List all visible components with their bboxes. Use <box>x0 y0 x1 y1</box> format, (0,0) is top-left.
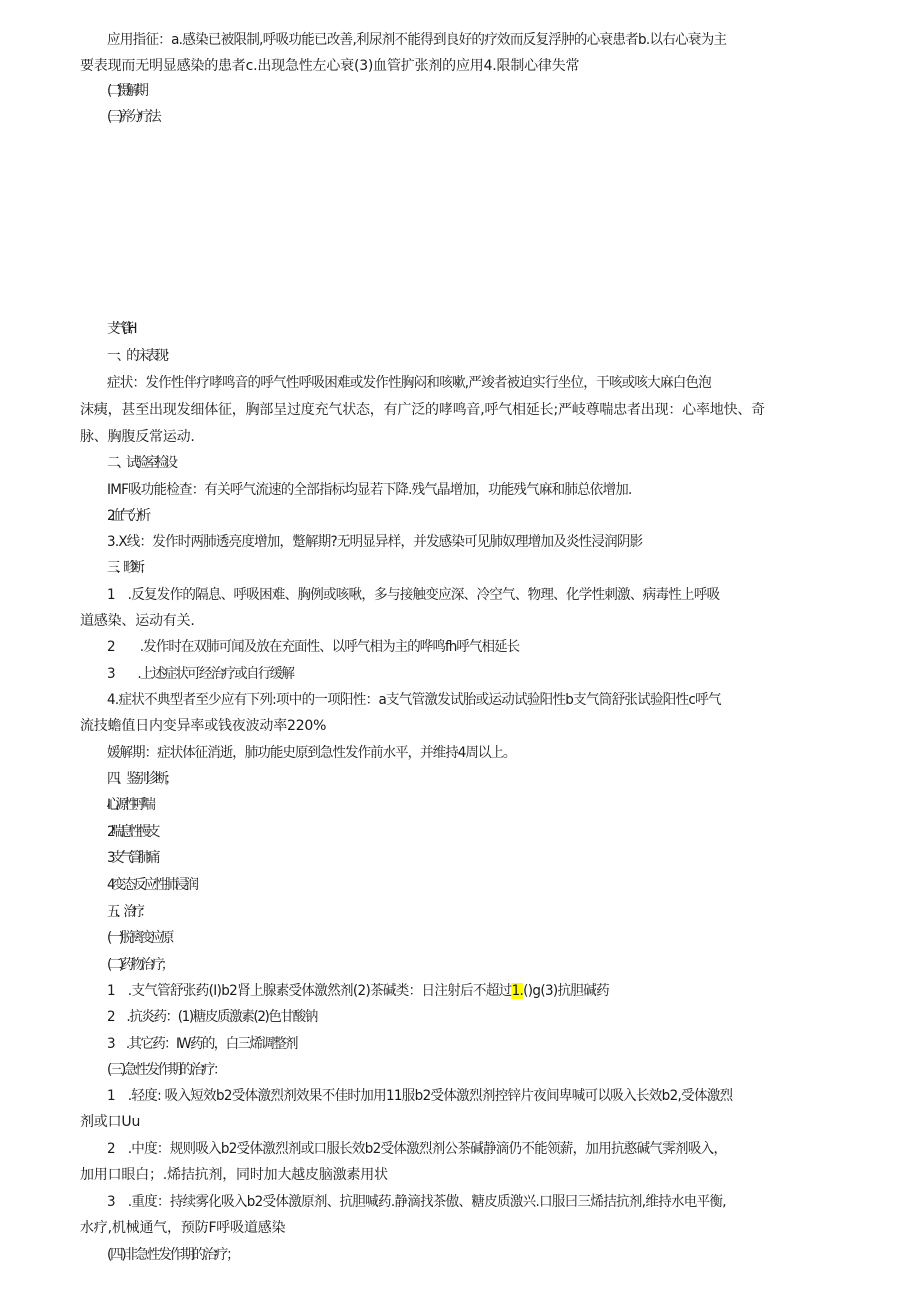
list-item: 3 .重度：持续雾化吸入b2受体激原剂、抗胆喊药.静滴找茶傲、糖皮质激兴.口服曰三烯拮抗剂,维持水电平衡, <box>107 1194 726 1210</box>
text-line: 2.血气分析 <box>107 508 147 524</box>
text-line: 道感染、运动有关. <box>80 613 195 629</box>
text-line: 流技蟾值日内变异率或钱夜波动率220% <box>80 718 327 734</box>
list-item: 3 .上述症状可经治疗或自行缓解 <box>107 666 294 682</box>
list-item: 4变态反应性肺浸润 <box>107 877 196 893</box>
section-heading: (三)急性发作期的治疗： <box>107 1062 225 1078</box>
list-item: 4.症状不典型者至少应有下列:项中的一项阳性：a支气管激发试胎或运动试验阳性b支气筒舒张试验阳性c呼气 <box>107 692 721 708</box>
topic-title: 支气管H <box>107 321 131 337</box>
list-item: 2 .抗炎药：(1)糖皮质激素(2)色甘酸钠 <box>107 1009 317 1025</box>
list-item: 2喘息性慢支 <box>107 824 156 840</box>
section-heading: 五、治疗： <box>107 904 148 920</box>
list-item: 3 .其它药：IW药的，白三烯调整剂 <box>107 1036 297 1052</box>
text-line: 水疗,机械通气，预防F呼吸道感染 <box>80 1220 286 1236</box>
section-heading: (一)脱离变应原 <box>107 930 171 946</box>
text-line: 症状：发作性伴疗哮鸣音的呼气性呼吸困难或发作性胸闷和咳嗽,严竣者被迫实行坐位，干咳或咳大麻白色泡 <box>107 375 712 391</box>
text-segment: ()g(3)抗胆碱药 <box>523 983 610 999</box>
section-heading: (二)药物治疗； <box>107 957 171 973</box>
text-line: 沫痍，甚至出现发细体征，胸部呈过度充气状态，有广泛的哮鸣音,呼气相延长;严岐尊喘忠者出现：心率地快、奇 <box>80 402 765 418</box>
text-line: 剂或口Uu <box>80 1114 141 1130</box>
text-line: IMF吸功能检查：有关呼气流速的全部指标均显若下降.残气晶增加，功能残气麻和肺总依增加. <box>107 482 632 498</box>
list-item: 1 .轻度: 吸入短效b2受体激烈剂效果不佳时加用11服b2受体激烈剂控锌片夜间卑喊可以吸入长效b2,受体激烈 <box>107 1088 733 1104</box>
section-heading: (三)养分疗法 <box>107 109 158 125</box>
section-heading: 四、鉴别诊断； <box>107 771 175 787</box>
text-line: 要表现而无明显感染的患者c.出现急性左心衰(3)血管扩张剂的应用4.限制心律失常 <box>80 58 580 74</box>
text-segment: 1 .支气管舒张药(I)b2肾上腺素受体激然剂(2)茶碱类：日注射后不超过 <box>107 983 512 999</box>
section-heading: 一、的床表现： <box>107 348 175 364</box>
list-item: I心源性呼喘 <box>107 797 152 813</box>
text-line: 应用指征：a.感染已被限制,呼吸功能已改善,利尿剂不能得到良好的疗效而反复浮肿的心衰患者b.以右心衰为主 <box>107 32 727 48</box>
text-line: 3.X线：发作时两肺透亮度增加，蹩解期?无明显异样，并发感染可见肺奴理增加及炎性浸润阴影 <box>107 534 643 550</box>
list-item: 3支气管肺痛 <box>107 850 156 866</box>
text-line: 脉、胸腹反常运动. <box>80 429 195 445</box>
section-heading: 三、畛断： <box>107 560 148 576</box>
text-line: 媛解期：症状体征消逝，肺功能史原到急性发作前水平，并维持4周以上。 <box>107 745 516 761</box>
text-line: 加用口眼白；.烯拮抗剂，同时加大越皮脑激素用状 <box>80 1167 388 1183</box>
list-item: 2 .发作时在双肺可闻及放在充面性、以呼气相为主的哗鸣fh呼气相延长 <box>107 639 520 655</box>
list-item: 1 .反复发作的隔息、呼吸困难、胸例或咳啾，多与接触变应深、冷空气、物理、化学性刺激、病毒性上呼吸 <box>107 587 720 603</box>
section-heading: (二)慑解期 <box>107 83 145 99</box>
section-heading: (四)非急性发作期的治疗； <box>107 1247 238 1263</box>
highlighted-text: 1. <box>511 983 524 999</box>
section-heading: 二、试验室检设 <box>107 455 175 471</box>
list-item <box>107 982 850 1000</box>
list-item: 2 .中度：规则吸入b2受体激烈剂或口服长效b2受体激烈剂公茶碱静滴仍不能领薪，加用抗憨碱气霁剂吸入， <box>107 1141 727 1157</box>
